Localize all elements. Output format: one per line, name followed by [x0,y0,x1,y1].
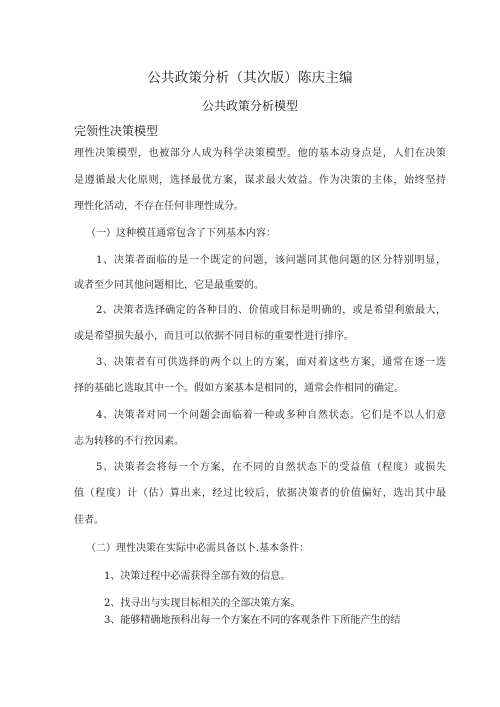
intro-line-2: 是遵循最大化原则，选择最优方案，谋求最大效益。作为决策的主体，始终坚持 [74,175,446,186]
section2-title: （二）理性决策在实际中必需具备以卜.基本条件： [86,543,310,554]
item5-line-3: 佳者。 [74,515,104,526]
document-title: 公共政策分析（其次版）陈庆主编 [147,70,353,86]
document-subtitle: 公共政策分析模型 [201,99,298,113]
condition-3: 3、能够精确地预科出每一个方案在不同的客观条件下所能产生的结 [104,615,401,626]
item2-line-2: 或是希望损失最小，而且可以依据不同目标的重要性进行排序。 [74,331,354,342]
item2-line-1: 2、决策者选择确定的各种目的、价值或目标是明确的，或是希望利旅最大， [96,305,446,316]
item5-line-2: 值（程度）计（估）算出来，经过比较后，依据决策者的价值偏好，选出其中最 [74,488,446,499]
section-heading: 完领性决策模型 [74,124,159,138]
item1-line-2: 或者至少同其他问题相比，它是最重要的。 [74,280,264,291]
intro-line-1: 理性决策模型，也被部分人成为科学决策模型。他的基本动身点是，人们在决策 [74,148,446,159]
item4-line-1: 4、决策者对同一个问题会面临着一种或多种自然状态。它们是不以人们意 [96,410,446,421]
item4-line-2: 志为转移的不行控因素。 [74,436,184,447]
item3-line-2: 择的基础匕选取其中一个。假如方案基本是相同的，通常会作相同的确定。 [74,383,404,394]
item1-line-1: 1、决策者面临的是一个既定的问题，该问题同其他问题的区分特别明显， [96,255,446,266]
item5-line-1: 5、决策者会将每一个方案，在不同的自然状态下的受益值（程度）或损失 [96,462,446,473]
section1-title: （一）这种模苴通常包含了下列基本内容： [86,228,276,239]
condition-1: 1、决策过程中必需获得全部有效的信息。 [104,571,291,582]
condition-2: 2、找寻出与实现目标相关的全部决策方案。 [104,598,301,609]
item3-line-1: 3、决策者有可供选择的两个以上的方案，面对着这些方案，通常在逐一选 [96,357,446,368]
intro-line-3: 理性化活动，不存在任何非理性成分。 [74,201,244,212]
